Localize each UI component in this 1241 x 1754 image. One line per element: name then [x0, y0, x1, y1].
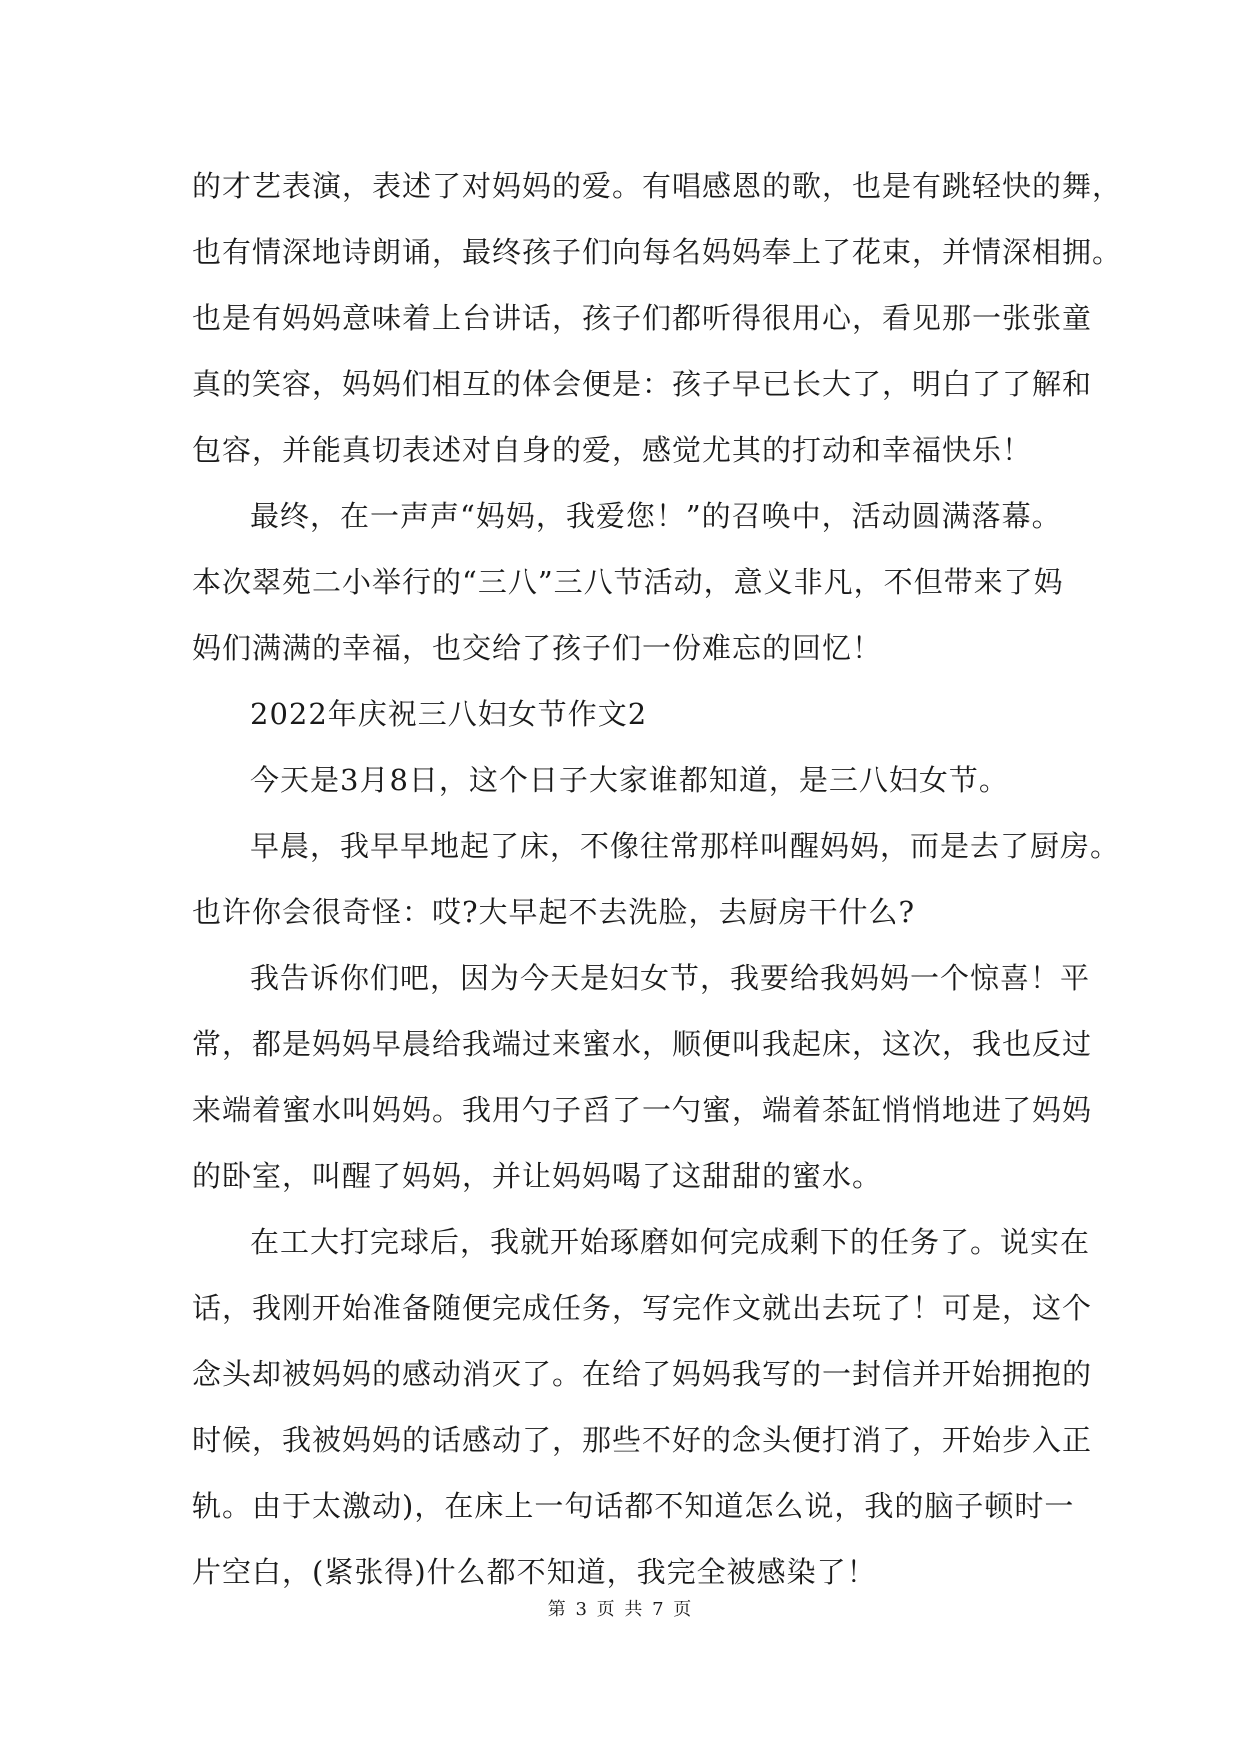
paragraph-line: 的卧室，叫醒了妈妈，并让妈妈喝了这甜甜的蜜水。: [192, 1159, 883, 1193]
paragraph-line: 来端着蜜水叫妈妈。我用勺子舀了一勺蜜，端着茶缸悄悄地进了妈妈: [192, 1093, 1093, 1127]
paragraph-line: 也是有妈妈意味着上台讲话，孩子们都听得很用心，看见那一张张童: [192, 301, 1093, 335]
paragraph-line: 早晨，我早早地起了床，不像往常那样叫醒妈妈，而是去了厨房。: [250, 829, 1121, 863]
paragraph-line: 最终，在一声声“妈妈，我爱您！”的召唤中，活动圆满落幕。: [250, 499, 1062, 533]
section-heading: 2022年庆祝三八妇女节作文2: [250, 697, 648, 731]
paragraph-line: 在工大打完球后，我就开始琢磨如何完成剩下的任务了。说实在: [250, 1225, 1091, 1259]
paragraph-line: 话，我刚开始准备随便完成任务，写完作文就出去玩了！可是，这个: [192, 1291, 1093, 1325]
paragraph-line: 也许你会很奇怪：哎?大早起不去洗脸，去厨房干什么?: [192, 895, 916, 929]
paragraph-line: 常，都是妈妈早晨给我端过来蜜水，顺便叫我起床，这次，我也反过: [192, 1027, 1093, 1061]
paragraph-line: 轨。由于太激动)，在床上一句话都不知道怎么说，我的脑子顿时一: [192, 1489, 1075, 1523]
paragraph-line: 的才艺表演，表述了对妈妈的爱。有唱感恩的歌，也是有跳轻快的舞，: [192, 169, 1123, 203]
paragraph-line: 念头却被妈妈的感动消灭了。在给了妈妈我写的一封信并开始拥抱的: [192, 1357, 1093, 1391]
paragraph-line: 妈们满满的幸福，也交给了孩子们一份难忘的回忆！: [192, 631, 883, 665]
paragraph-line: 包容，并能真切表述对自身的爱，感觉尤其的打动和幸福快乐！: [192, 433, 1033, 467]
paragraph-line: 今天是3月8日，这个日子大家谁都知道，是三八妇女节。: [250, 763, 1009, 797]
paragraph-line: 时候，我被妈妈的话感动了，那些不好的念头便打消了，开始步入正: [192, 1423, 1093, 1457]
paragraph-line: 本次翠苑二小举行的“三八”三八节活动，意义非凡，不但带来了妈: [192, 565, 1064, 599]
page-number-footer: 第 3 页 共 7 页: [547, 1599, 694, 1620]
paragraph-line: 我告诉你们吧，因为今天是妇女节，我要给我妈妈一个惊喜！平: [250, 961, 1091, 995]
paragraph-line: 片空白，(紧张得)什么都不知道，我完全被感染了！: [192, 1555, 877, 1589]
paragraph-line: 也有情深地诗朗诵，最终孩子们向每名妈妈奉上了花束，并情深相拥。: [192, 235, 1123, 269]
paragraph-line: 真的笑容，妈妈们相互的体会便是：孩子早已长大了，明白了了解和: [192, 367, 1093, 401]
